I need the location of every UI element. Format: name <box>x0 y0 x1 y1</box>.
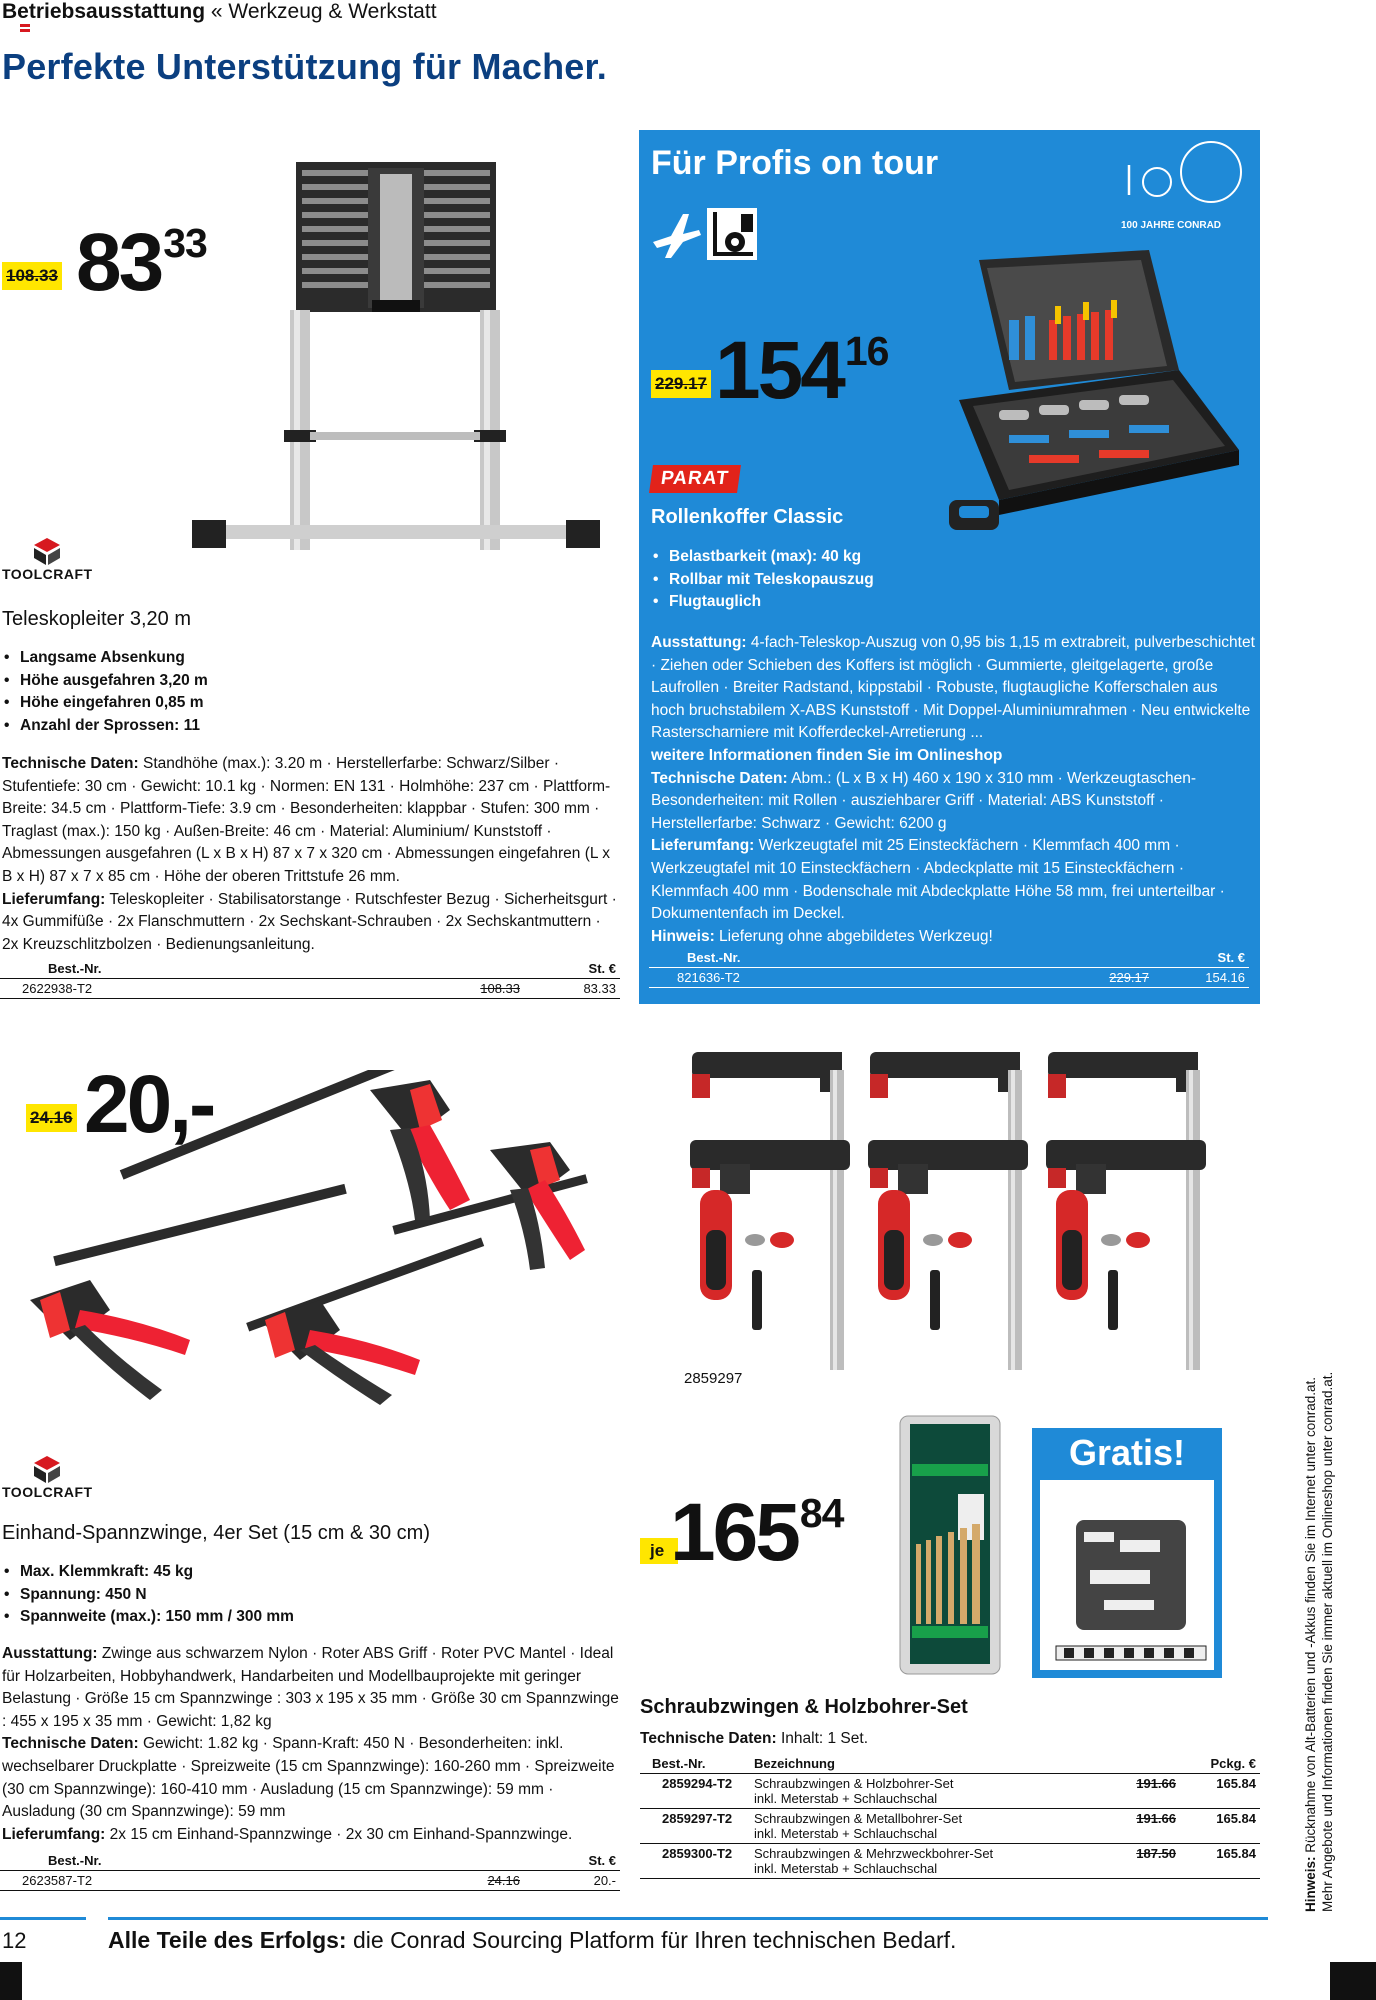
side-note <box>1302 1292 1336 1912</box>
price-prefix: je <box>650 1541 665 1560</box>
tech-text: Inhalt: 1 Set. <box>776 1730 869 1747</box>
side-note-line2: Mehr Angebote und Informationen finden Sie immer aktuell im Onlineshop unter conrad.at. <box>1320 1371 1335 1912</box>
equip-text: 4-fach-Teleskop-Auszug von 0,95 bis 1,15 m extrabreit, pulverbeschichtet · Ziehen oder Schieben des Koffers ist möglich · Gummierte, gleitgelagerte, große Laufrollen · Breiter Radstand, kippstabil · Robuste, flugtaugliche Kofferschalen aus hoch bruchstabilem X-ABS Kunststoff · Mit Doppel-Aluminiumrahmen · Neu entwickelte Rasterscharniere mit Kofferdeckel-Arretierung ... <box>651 634 1255 742</box>
price: 165.84 <box>1216 1776 1256 1791</box>
gratis-box <box>1032 1428 1222 1678</box>
clamp-description <box>2 1643 620 1846</box>
more-info-link[interactable]: weitere Informationen finden Sie im Onlineshop <box>651 746 1003 764</box>
case-price-main: 154 <box>715 325 843 416</box>
clamp-features <box>0 1561 600 1629</box>
breadcrumb <box>2 0 437 24</box>
order-number: 2622938-T2 <box>22 981 93 996</box>
case-price <box>715 325 889 416</box>
clamp-title: Einhand-Spannzwinge, 4er Set (15 cm & 30 cm) <box>2 1522 430 1544</box>
tech-text: Gewicht: 1.82 kg · Spann-Kraft: 450 N · Besonderheiten: inkl. wechselbarer Druckplatte · Spreizweite (15 cm Spannzwinge): 160-260 mm · Spreizweite (30 cm Spannzwinge): 160-410 mm · Ausladung (15 cm Spannzwinge): 59 mm · Ausladung (30 cm Spannzwinge): 59 mm <box>2 1735 615 1821</box>
corner-mark <box>1330 1962 1376 2000</box>
screwclamps-order-table <box>640 1754 1260 1879</box>
col-header: St. € <box>588 1853 616 1868</box>
footer-bold: Alle Teile des Erfolgs: <box>108 1927 347 1953</box>
parat-logo <box>649 465 741 493</box>
brand-name: TOOLCRAFT <box>2 1484 93 1500</box>
clamp-order-table <box>0 1851 620 1891</box>
free-gift-image <box>1040 1480 1214 1670</box>
screwclamps-price-main: 165 <box>670 1487 798 1578</box>
case-order-table <box>649 948 1249 988</box>
screwclamps-title: Schraubzwingen & Holzbohrer-Set <box>640 1696 968 1718</box>
col-header: Pckg. € <box>1210 1756 1256 1771</box>
list-item: • Spannweite (max.): 150 mm / 300 mm <box>0 1606 600 1629</box>
ladder-price <box>76 217 207 308</box>
ladder-order-table <box>0 959 620 999</box>
side-note-line1: Rücknahme von Alt-Batterien und -Akkus finden Sie im Internet unter conrad.at. <box>1303 1376 1318 1857</box>
one-hand-clamps-image <box>10 1070 620 1410</box>
equip-text: Zwinge aus schwarzem Nylon · Roter ABS Griff · Roter PVC Mantel · Ideal für Holzarbeiten, Hobbyhandwerk, Handarbeiten und Modellbauprojekte mit geringer Belastung · Größe 15 cm Spannzwinge : 303 x 195 x 35 mm · Größe 30 cm Spannzwinge : 455 x 195 x 35 mm · Gewicht: 1,82 kg <box>2 1645 619 1730</box>
table-row[interactable] <box>640 1844 1260 1879</box>
toolcraft-cube-icon <box>32 536 62 566</box>
col-header: Bezeichnung <box>754 1756 835 1771</box>
order-number: 2859300-T2 <box>662 1846 733 1861</box>
col-header: St. € <box>1217 950 1245 965</box>
note-label: Hinweis: <box>651 927 715 945</box>
tech-label: Technische Daten: <box>2 1735 139 1753</box>
order-number: 2623587-T2 <box>22 1873 93 1888</box>
item-extra: inkl. Meterstab + Schlauchschal <box>754 1861 938 1876</box>
table-row[interactable] <box>0 1871 620 1891</box>
breadcrumb-section[interactable]: Betriebsausstattung <box>2 0 206 23</box>
price: 83.33 <box>583 981 616 996</box>
tech-label: Technische Daten: <box>2 755 139 772</box>
order-number: 2859297-T2 <box>662 1811 733 1826</box>
list-item: • Höhe eingefahren 0,85 m <box>0 692 600 715</box>
list-item: • Anzahl der Sprossen: 11 <box>0 715 600 738</box>
price: 165.84 <box>1216 1811 1256 1826</box>
price: 20.- <box>593 1873 616 1888</box>
side-note-label: Hinweis: <box>1303 1856 1318 1912</box>
tech-label: Technische Daten: <box>651 769 788 787</box>
footer-text: die Conrad Sourcing Platform für Ihren technischen Bedarf. <box>346 1927 957 1953</box>
table-row[interactable] <box>0 979 620 999</box>
order-number: 821636-T2 <box>677 970 740 985</box>
tool-case-image <box>939 250 1259 540</box>
col-header: Best.-Nr. <box>48 1853 102 1868</box>
old-price: 229.17 <box>1109 970 1149 985</box>
anniversary-100-logo <box>1119 140 1249 210</box>
price: 165.84 <box>1216 1846 1256 1861</box>
clamp-price: 20,- <box>84 1059 214 1150</box>
screw-clamps-image <box>680 1040 1220 1380</box>
footer-divider <box>108 1917 1268 1920</box>
table-row[interactable] <box>640 1774 1260 1809</box>
footer-tagline <box>108 1927 956 1954</box>
tech-text: Standhöhe (max.): 3.20 m · Herstellerfarbe: Schwarz/Silber · Stufentiefe: 30 cm · Gewicht: 10.1 kg · Normen: EN 131 · Holmhöhe: 237 cm · Plattform-Breite: 34.5 cm · Plattform-Tiefe: 3.9 cm · Besonderheiten: klappbar · Stufen: 300 mm · Traglast (max.): 150 kg · Außen-Breite: 46 cm · Material: Aluminium/ Kunststoff · Abmessungen ausgefahren (L x B x H) 87 x 7 x 320 cm · Abmessungen eingefahren (L x B x H) 87 x 7 x 85 cm · Höhe der oberen Trittstufe 26 mm. <box>2 755 611 885</box>
list-item: • Max. Klemmkraft: 45 kg <box>0 1561 600 1584</box>
trolley-wheel-icon <box>707 208 757 260</box>
tech-text: Abm.: (L x B x H) 460 x 190 x 310 mm · Werkzeugtaschen-Besonderheiten: mit Rollen · ausziehbarer Griff · Material: ABS Kunststoff · Herstellerfarbe: Schwarz · Gewicht: 6200 g <box>651 769 1196 832</box>
scope-text: Werkzeugtafel mit 25 Einsteckfächern · Klemmfach 400 mm · Werkzeugtafel mit 10 Einsteckfächern · Abdeckplatte mit 15 Einsteckfächern · Klemmfach 400 mm · Bodenschale mit Abdeckplatte Höhe 58 mm, frei unterteilbar · Dokumentenfach im Deckel. <box>651 837 1225 923</box>
ladder-image <box>186 160 606 570</box>
table-row[interactable] <box>640 1809 1260 1844</box>
equip-label: Ausstattung: <box>2 1645 98 1662</box>
page-title: Perfekte Unterstützung für Macher. <box>2 46 607 87</box>
clamp-old-price-tag: 24.16 <box>26 1104 77 1132</box>
screwclamps-price <box>670 1487 844 1578</box>
tech-label: Technische Daten: <box>640 1730 777 1747</box>
old-price: 191.66 <box>1136 1776 1176 1791</box>
brand-name: TOOLCRAFT <box>2 566 93 582</box>
list-item: • Belastbarkeit (max): 40 kg <box>649 546 1049 569</box>
case-title: Rollenkoffer Classic <box>651 506 844 528</box>
old-price: 191.66 <box>1136 1811 1176 1826</box>
note-text: Lieferung ohne abgebildetes Werkzeug! <box>714 927 993 945</box>
brand-name: PARAT <box>659 468 731 489</box>
toolcraft-cube-icon <box>32 1454 62 1484</box>
case-features <box>649 546 1049 614</box>
promo-panel <box>639 130 1260 1004</box>
old-price: 24.16 <box>487 1873 520 1888</box>
ladder-price-cents: 33 <box>163 219 207 266</box>
list-item: • Höhe ausgefahren 3,20 m <box>0 670 600 693</box>
old-price: 108.33 <box>480 981 520 996</box>
corner-mark <box>0 1962 22 2000</box>
col-header: St. € <box>588 961 616 976</box>
item-extra: inkl. Meterstab + Schlauchschal <box>754 1826 938 1841</box>
item-name: Schraubzwingen & Mehrzweckbohrer-Set <box>754 1846 994 1861</box>
scope-label: Lieferumfang: <box>2 890 106 908</box>
scope-label: Lieferumfang: <box>2 1825 106 1843</box>
ladder-title: Teleskopleiter 3,20 m <box>2 608 191 630</box>
col-header: Best.-Nr. <box>652 1756 706 1771</box>
gratis-label: Gratis! <box>1068 1432 1186 1473</box>
list-item: • Spannung: 450 N <box>0 1584 600 1607</box>
anniversary-label: 100 JAHRE CONRAD <box>1121 220 1222 231</box>
list-item: • Langsame Absenkung <box>0 647 600 670</box>
order-number: 2859294-T2 <box>662 1776 733 1791</box>
equip-label: Ausstattung: <box>651 634 747 651</box>
image-caption: 2859297 <box>684 1370 743 1387</box>
case-price-cents: 16 <box>844 327 889 374</box>
ladder-description <box>2 753 620 956</box>
ladder-old-price-tag: 108.33 <box>2 262 62 290</box>
ladder-price-main: 83 <box>76 217 162 308</box>
scope-label: Lieferumfang: <box>651 837 755 855</box>
list-item: • Flugtauglich <box>649 591 1049 614</box>
col-header: Best.-Nr. <box>687 950 741 965</box>
breadcrumb-rest: « Werkzeug & Werkstatt <box>210 0 437 23</box>
list-item: • Rollbar mit Teleskopauszug <box>649 569 1049 592</box>
table-row[interactable] <box>649 968 1249 988</box>
drill-bit-set-image <box>898 1414 1002 1676</box>
item-name: Schraubzwingen & Holzbohrer-Set <box>754 1776 954 1791</box>
toolcraft-logo <box>2 536 93 582</box>
scope-text: 2x 15 cm Einhand-Spannzwinge · 2x 30 cm Einhand-Spannzwinge. <box>105 1825 573 1843</box>
panel-banner: Für Profis on tour <box>651 144 939 182</box>
screwclamps-description <box>640 1728 1260 1751</box>
case-old-price-tag: 229.17 <box>651 370 711 398</box>
scope-text: Teleskopleiter · Stabilisatorstange · Rutschfester Bezug · Sicherheitsgurt · 4x Gummifüße · 2x Flanschmuttern · 2x Sechskant-Schrauben · 2x Sechskantmuttern · 2x Kreuzschlitzbolzen · Bedienungsanleitung. <box>2 890 617 953</box>
price: 154.16 <box>1205 970 1245 985</box>
item-extra: inkl. Meterstab + Schlauchschal <box>754 1791 938 1806</box>
airplane-icon <box>649 208 705 264</box>
screwclamps-price-cents: 84 <box>799 1489 844 1536</box>
item-name: Schraubzwingen & Metallbohrer-Set <box>754 1811 963 1826</box>
old-price: 187.50 <box>1136 1846 1176 1861</box>
footer-divider <box>0 1917 86 1920</box>
ladder-features <box>0 647 600 737</box>
page-number: 12 <box>2 1928 27 1953</box>
austria-flag-icon <box>20 24 30 32</box>
col-header: Best.-Nr. <box>48 961 102 976</box>
case-description <box>651 632 1255 948</box>
toolcraft-logo <box>2 1454 93 1500</box>
